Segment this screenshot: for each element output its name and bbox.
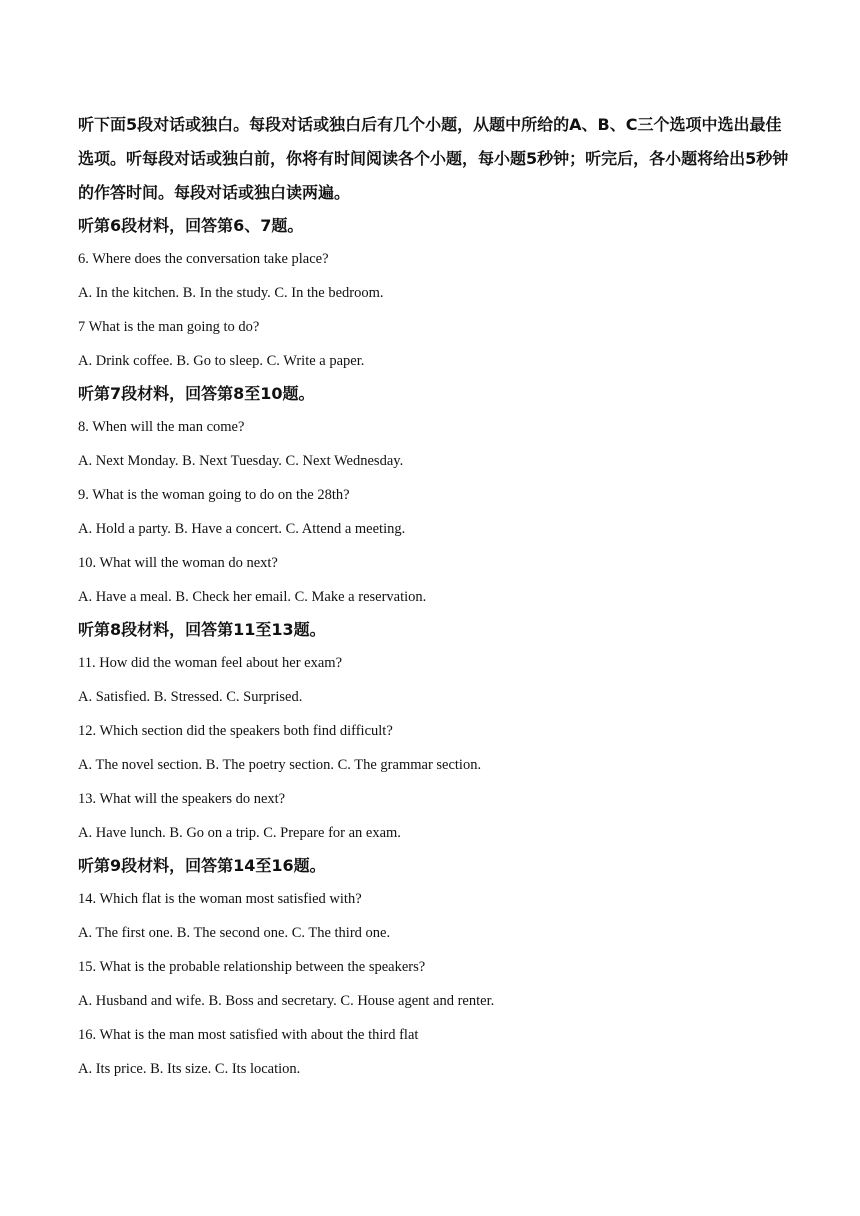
question-8: 8. When will the man come? [78, 419, 245, 435]
section-title: 听第7段材料，回答第8至10题。 [78, 384, 315, 403]
section-6 [78, 210, 790, 378]
options-15: A. Husband and wife. B. Boss and secretary. C. House agent and renter. [78, 993, 495, 1009]
options-11: A. Satisfied. B. Stressed. C. Surprised. [78, 689, 303, 705]
options-12: A. The novel section. B. The poetry section. C. The grammar section. [78, 757, 482, 773]
question-12: 12. Which section did the speakers both find difficult? [78, 723, 393, 739]
exam-page [78, 108, 790, 1086]
section-title: 听第8段材料，回答第11至13题。 [78, 620, 326, 639]
question-10: 10. What will the woman do next? [78, 555, 278, 571]
question-13: 13. What will the speakers do next? [78, 791, 286, 807]
options-7: A. Drink coffee. B. Go to sleep. C. Write a paper. [78, 353, 365, 369]
question-16: 16. What is the man most satisfied with about the third flat [78, 1027, 419, 1043]
options-9: A. Hold a party. B. Have a concert. C. Attend a meeting. [78, 521, 406, 537]
instructions-paragraph: 听下面5段对话或独白。每段对话或独白后有几个小题，从题中所给的A、B、C三个选项中选出最佳选项。听每段对话或独白前，你将有时间阅读各个小题，每小题5秒钟；听完后，各小题将给出5秒钟的作答时间。每段对话或独白读两遍。 [78, 115, 789, 202]
options-6: A. In the kitchen. B. In the study. C. In the bedroom. [78, 285, 384, 301]
section-8 [78, 614, 790, 850]
question-7: 7 What is the man going to do? [78, 319, 260, 335]
options-10: A. Have a meal. B. Check her email. C. Make a reservation. [78, 589, 427, 605]
section-title: 听第6段材料，回答第6、7题。 [78, 216, 304, 235]
section-title: 听第9段材料，回答第14至16题。 [78, 856, 326, 875]
options-13: A. Have lunch. B. Go on a trip. C. Prepare for an exam. [78, 825, 401, 841]
section-9 [78, 850, 790, 1086]
options-8: A. Next Monday. B. Next Tuesday. C. Next Wednesday. [78, 453, 404, 469]
question-6: 6. Where does the conversation take place? [78, 251, 329, 267]
question-14: 14. Which flat is the woman most satisfied with? [78, 891, 362, 907]
options-14: A. The first one. B. The second one. C. The third one. [78, 925, 391, 941]
question-15: 15. What is the probable relationship between the speakers? [78, 959, 426, 975]
section-7 [78, 378, 790, 614]
question-9: 9. What is the woman going to do on the 28th? [78, 487, 350, 503]
question-11: 11. How did the woman feel about her exam? [78, 655, 343, 671]
options-16: A. Its price. B. Its size. C. Its location. [78, 1061, 301, 1077]
